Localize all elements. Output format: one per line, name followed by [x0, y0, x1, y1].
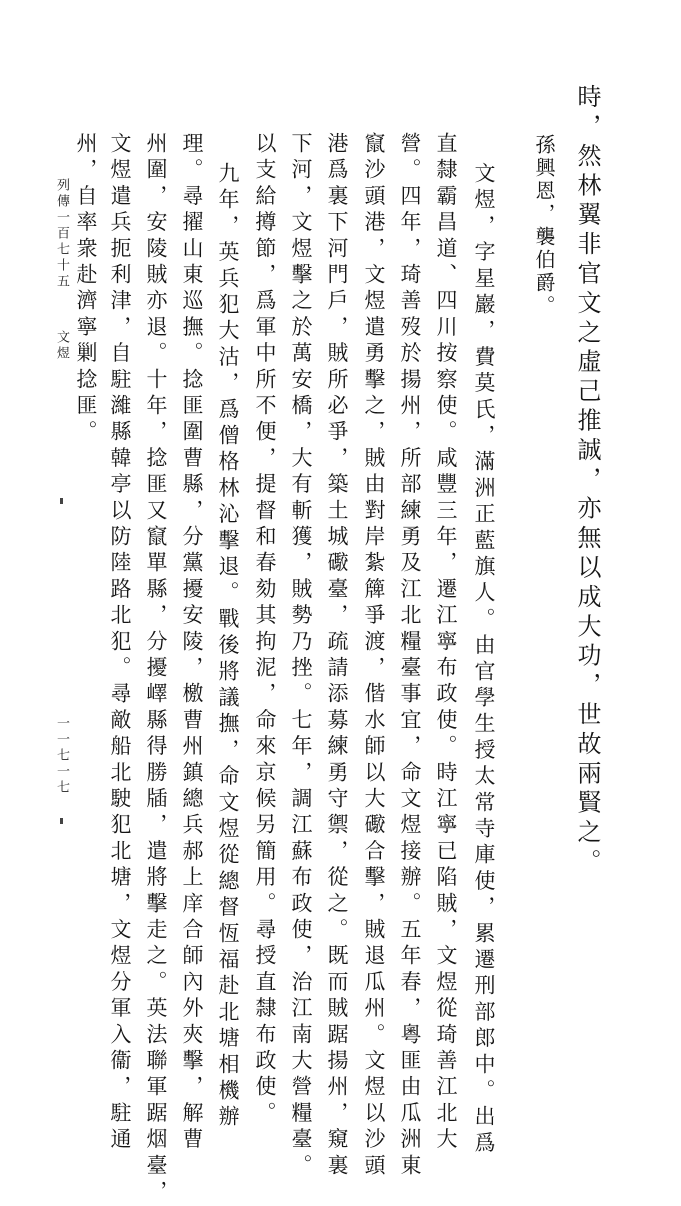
text-column-10: 九年，英兵犯大沽，爲僧格林沁擊退。戰後將議撫，命文煜從總督恆福赴北塘相機辦 [216, 162, 240, 1132]
text-column-3: 文煜，字星巖，費莫氏，滿洲正藍旗人。由官學生授太常寺庫使，累遷刑部郎中。出爲 [472, 162, 496, 1158]
text-column-2: 孫興恩，襲伯爵。 [532, 134, 556, 318]
biography-name: 文煜 [54, 330, 69, 362]
chapter-title: 列傳一百七十五 [54, 178, 69, 290]
text-column-14: 州，自率衆赴濟寧剿捻匪。 [74, 132, 98, 447]
text-column-5: 營。四年，琦善歿於揚州，所部練勇及江北糧臺事宜，命文煜接辦。五年春，粵匪由瓜洲東 [398, 132, 422, 1180]
margin-mark [60, 818, 63, 824]
text-column-8: 下河，文煜擊之於萬安橋，大有斬獲，賊勢乃挫。七年，調江蘇布政使，治江南大營糧臺。 [289, 132, 313, 1180]
text-column-6: 竄沙頭港，文煜遣勇擊之，賊由對岸紮簰爭渡，偕水師以大礮合擊，賊退瓜州。文煜以沙頭 [362, 132, 386, 1180]
text-column-13: 文煜遣兵扼利津，自駐濰縣韓亭以防陸路北犯。尋敵船北駛犯北塘，文煜分軍入衞，駐通 [108, 132, 132, 1154]
text-column-7: 港爲裏下河門戶，賊所必爭，築土城礮臺，疏請添募練勇守禦，從之。既而賊踞揚州，窺裏 [325, 132, 349, 1180]
text-column-1: 時，然林翼非官文之虛己推誠，亦無以成大功，世故兩賢之。 [573, 84, 601, 878]
text-column-11: 理。尋擢山東巡撫。捻匪圍曹縣，分黨擾安陵，檄曹州鎮總兵郝上庠合師內外夾擊，解曹 [180, 132, 204, 1154]
text-column-4: 直隸霸昌道、四川按察使。咸豐三年，遷江寧布政使。時江寧已陷賊，文煜從琦善江北大 [434, 132, 458, 1154]
margin-mark [60, 498, 63, 504]
text-column-12: 州圍，安陵賊亦退。十年，捻匪又竄單縣，分擾嶧縣得勝牐，遣將擊走之。英法聯軍踞烟臺， [144, 132, 168, 1206]
text-column-9: 以支給撙節，爲軍中所不便，提督和春劾其拘泥，命來京候另簡用。尋授直隸布政使。 [253, 132, 277, 1128]
page-number: 一一七一七 [54, 716, 69, 796]
